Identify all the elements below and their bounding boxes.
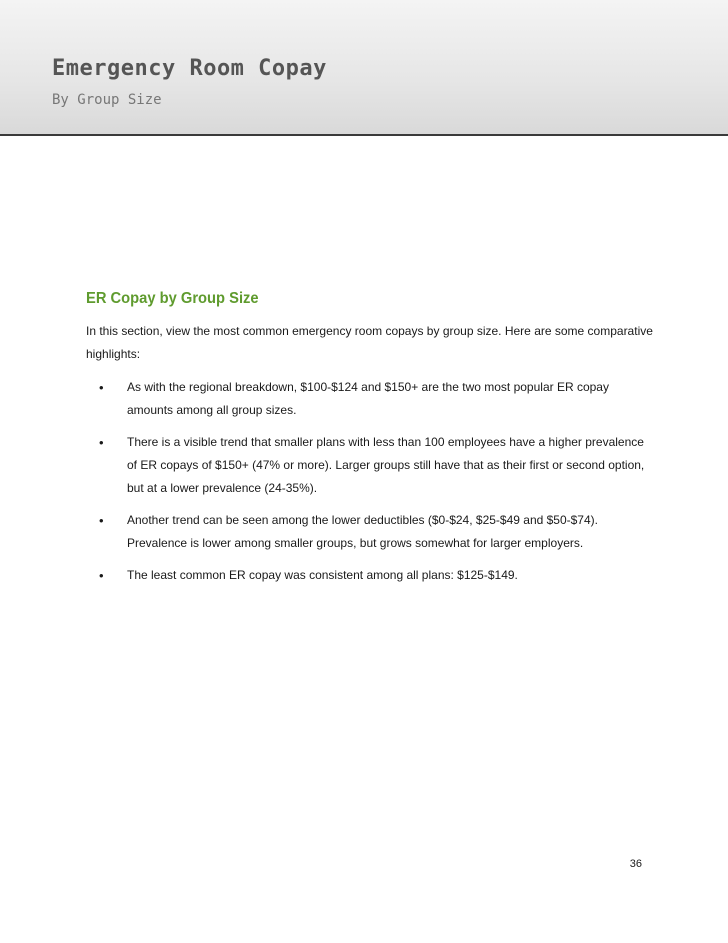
header-band [0,0,728,136]
list-item [86,431,656,500]
section-content [86,290,656,596]
bullet-icon: • [99,568,104,583]
page-title: Emergency Room Copay [52,56,327,81]
page-number: 36 [629,858,642,870]
bullet-icon: • [99,513,104,528]
bullet-icon: • [99,380,104,395]
page-subtitle: By Group Size [52,92,162,108]
list-item [86,376,656,422]
highlights-list [86,376,656,587]
intro-paragraph: In this section, view the most common emergency room copays by group size. Here are some comparative highlights: [86,324,653,361]
list-item-text: As with the regional breakdown, $100-$124 and $150+ are the two most popular ER copay amounts among all group sizes. [127,380,609,417]
list-item-text: Another trend can be seen among the lower deductibles ($0-$24, $25-$49 and $50-$74). Prevalence is lower among smaller groups, but grows somewhat for larger employers. [127,513,598,550]
list-item [86,564,656,587]
list-item-text: The least common ER copay was consistent among all plans: $125-$149. [127,568,518,582]
bullet-icon: • [99,435,104,450]
section-heading: ER Copay by Group Size [86,290,259,307]
list-item [86,509,656,555]
list-item-text: There is a visible trend that smaller plans with less than 100 employees have a higher prevalence of ER copays of $150+ (47% or more). Larger groups still have that as their first or second option, but at a lower prevalence (24-35%). [127,435,645,495]
